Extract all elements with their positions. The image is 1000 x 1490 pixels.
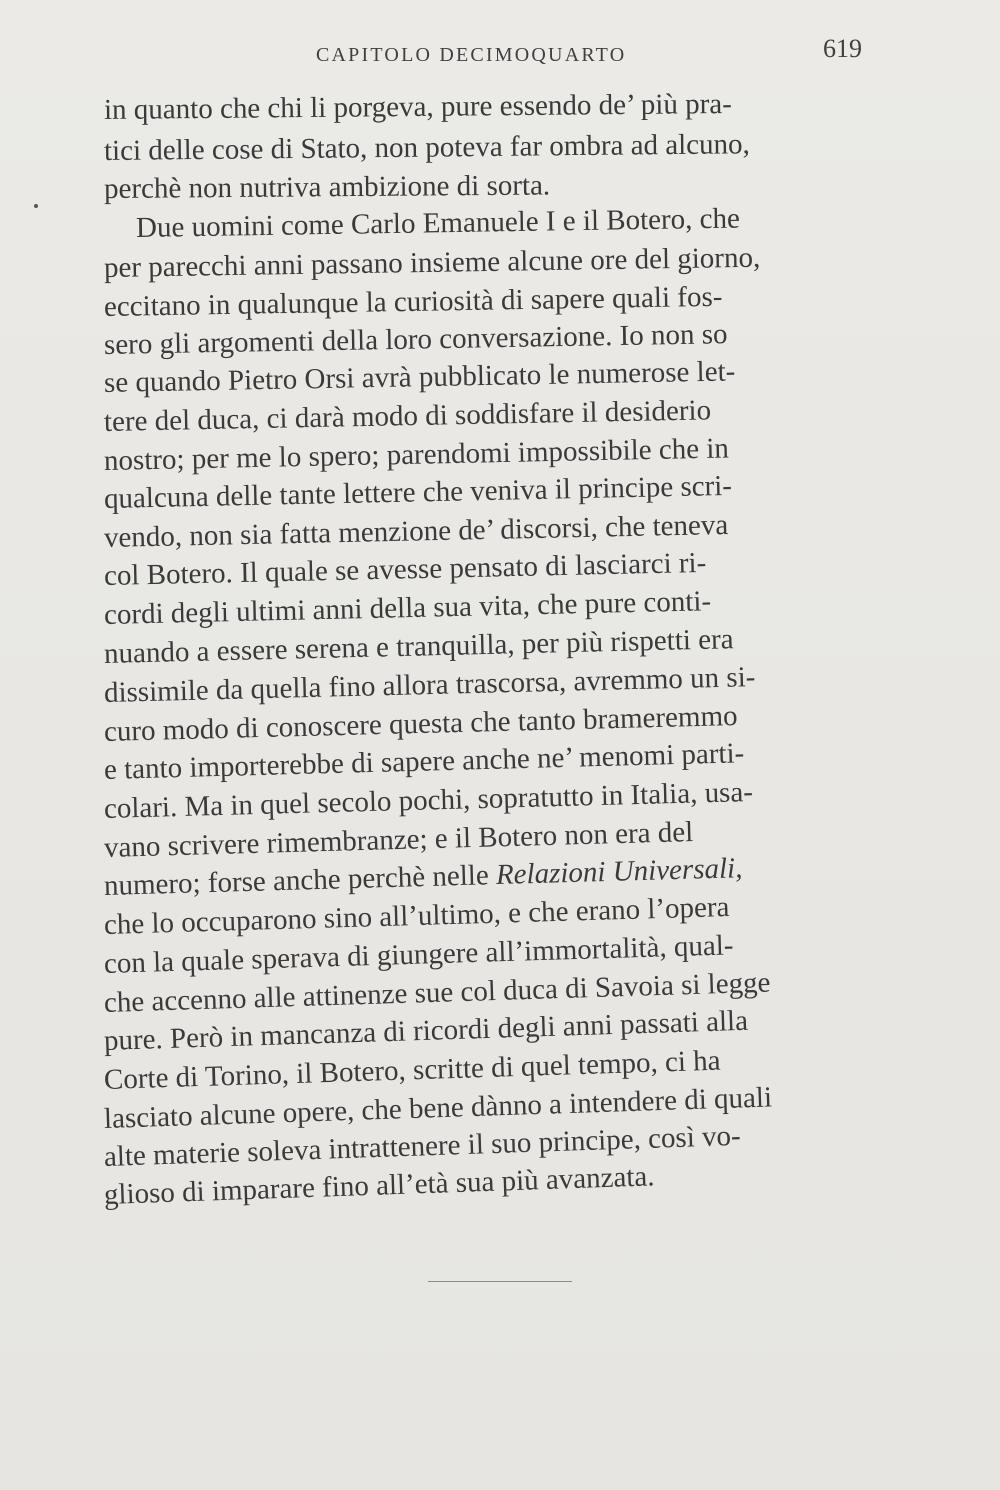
text-line: nuando a essere serena e tranquilla, per più rispetti era bbox=[103, 623, 734, 670]
text-line: lasciato alcune opere, che bene dànno a intendere di quali bbox=[103, 1081, 773, 1135]
text-line: Due uomini come Carlo Emanuele I e il Botero, che bbox=[135, 202, 741, 244]
text-line: cordi degli ultimi anni della sua vita, che pure conti- bbox=[103, 585, 712, 631]
text-line: glioso di imparare fino all’età sua più avanzata. bbox=[103, 1160, 656, 1211]
text-line: col Botero. Il quale se avesse pensato di lasciarci ri- bbox=[103, 546, 707, 592]
text-line: Corte di Torino, il Botero, scritte di quel tempo, ci ha bbox=[103, 1044, 721, 1096]
text-line: con la quale sperava di giungere all’immortalità, qual- bbox=[103, 929, 734, 980]
end-rule bbox=[428, 1281, 572, 1282]
text-line: dissimile da quella fino allora trascorsa, avremmo un si- bbox=[103, 661, 756, 709]
text-line: vano scrivere rimembranze; e il Botero non era del bbox=[103, 816, 694, 864]
italic-work-title: Relazioni Universali, bbox=[495, 852, 743, 892]
text-line: nostro; per me lo spero; parendomi impossibile che in bbox=[103, 432, 730, 477]
text-line: se quando Pietro Orsi avrà pubblicato le numerose let- bbox=[103, 355, 736, 399]
text-line: che lo occuparono sino all’ultimo, e che erano l’opera bbox=[103, 890, 730, 941]
text-line: perchè non nutriva ambizione di sorta. bbox=[103, 169, 551, 205]
text-line: colari. Ma in quel secolo pochi, sopratutto in Italia, usa- bbox=[103, 776, 754, 825]
text-line: pure. Però in mancanza di ricordi degli anni passati alla bbox=[103, 1004, 749, 1057]
page-number: 619 bbox=[823, 34, 862, 63]
text-line: e tanto importerebbe di sapere anche ne’ menomi parti- bbox=[103, 737, 745, 786]
text-line: alte materie soleva intrattenere il suo principe, così vo- bbox=[103, 1119, 742, 1173]
running-head: CAPITOLO DECIMOQUARTO bbox=[316, 44, 627, 66]
ink-speck bbox=[34, 204, 38, 208]
text-line: che accenno alle attinenze sue col duca di Savoia si legge bbox=[103, 966, 771, 1019]
text-line: vendo, non sia fatta menzione de’ discorsi, che teneva bbox=[103, 508, 729, 554]
text-line: sero gli argomenti della loro conversazione. Io non so bbox=[103, 318, 728, 361]
text-line-start: numero; forse anche perchè nelle bbox=[103, 859, 497, 902]
text-line: per parecchi anni passano insieme alcune ore del giorno, bbox=[103, 241, 761, 284]
text-line: qualcuna delle tante lettere che veniva il principe scri- bbox=[103, 469, 733, 515]
text-line: tici delle cose di Stato, non poteva far ombra ad alcuno, bbox=[103, 128, 750, 167]
text-line: eccitano in qualunque la curiosità di sapere quali fos- bbox=[103, 280, 723, 323]
text-line: in quanto che chi li porgeva, pure essendo de’ più pra- bbox=[103, 87, 732, 126]
text-line: tere del duca, ci darà modo di soddisfare il desiderio bbox=[103, 394, 712, 438]
text-line: curo modo di conoscere questa che tanto brameremmo bbox=[103, 699, 738, 748]
